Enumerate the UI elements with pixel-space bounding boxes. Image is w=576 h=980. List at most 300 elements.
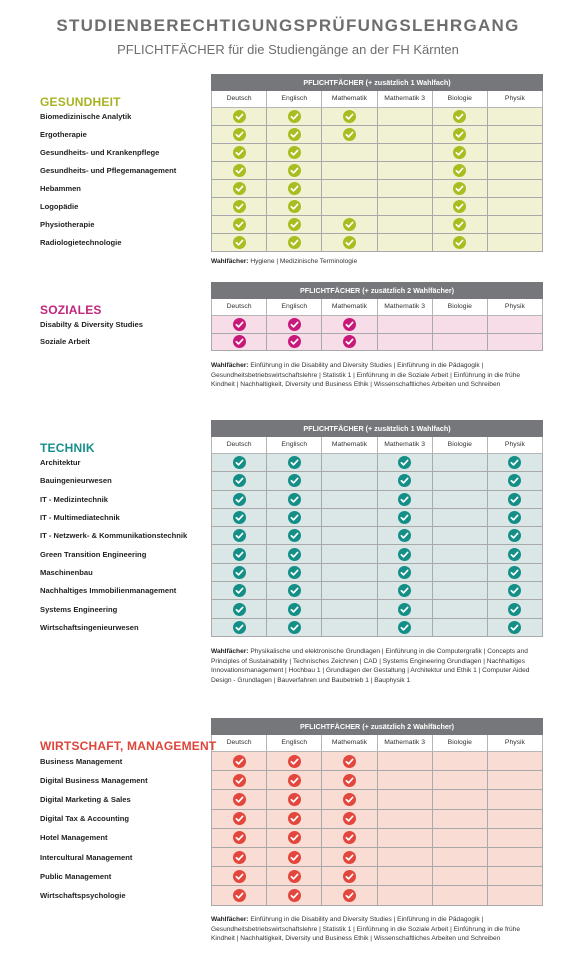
program-label: Digital Marketing & Sales [40,795,131,804]
program-label: Soziale Arbeit [40,337,90,347]
table-row [211,790,543,809]
grid-cell [322,848,377,867]
subject-biologie: Biologie [433,437,488,454]
table-row [211,829,543,848]
checkmark-icon [233,182,246,195]
checkmark-icon [288,218,301,231]
grid-cell [212,334,267,352]
checkmark-icon [453,218,466,231]
grid-cell [433,216,488,234]
grid-cell [267,180,322,198]
program-label: Disabilty & Diversity Studies [40,319,143,329]
grid-cell [433,752,488,771]
grid-cell [212,216,267,234]
grid-cell [267,848,322,867]
grid-cell [378,108,433,126]
table-row [211,600,543,618]
checkmark-icon [288,236,301,249]
grid-cell [322,162,377,180]
checkmark-icon [233,110,246,123]
program-label: Bauingenieurwesen [40,476,112,486]
grid-cell [378,454,433,472]
grid-cell [378,790,433,809]
checkmark-icon [288,200,301,213]
subject-mathematik-3: Mathematik 3 [378,299,433,316]
checkmark-icon [508,493,521,506]
grid-cell [212,771,267,790]
grid-cell [488,198,543,216]
grid-cell [488,234,543,252]
grid-cell [488,316,543,334]
program-label: Digital Tax & Accounting [40,814,130,824]
grid-cell [322,564,377,582]
grid-cell [267,600,322,618]
check-grid [211,108,543,252]
grid-cell [433,472,488,490]
program-label: Public Management [40,871,112,881]
checkmark-icon [233,236,246,249]
checkmark-icon [233,218,246,231]
checkmark-icon [288,318,301,331]
checkmark-icon [288,110,301,123]
table-row [211,126,543,144]
checkmark-icon [288,889,301,902]
grid-cell [212,126,267,144]
grid-cell [267,126,322,144]
checkmark-icon [398,566,411,579]
table-row [211,509,543,527]
grid-cell [488,790,543,809]
program-label: Radiologietechnologie [40,238,122,247]
checkmark-icon [288,511,301,524]
subject-mathematik-3: Mathematik 3 [378,735,433,752]
grid-cell [433,334,488,352]
grid-cell [267,829,322,848]
checkmark-icon [398,493,411,506]
grid-cell [267,316,322,334]
grid-cell [488,509,543,527]
table-row [211,545,543,563]
grid-cell [267,886,322,905]
grid-cell [212,867,267,886]
grid-cell [488,108,543,126]
program-label: Physiotherapie [40,220,95,229]
subject-mathematik-3: Mathematik 3 [378,91,433,108]
grid-cell [378,234,433,252]
checkmark-icon [343,812,356,825]
wahlfaecher-text: Hygiene | Medizinische Terminologie [250,258,358,265]
grid-cell [212,454,267,472]
grid-cell [433,867,488,886]
checkmark-icon [233,511,246,524]
page-subtitle: PFLICHTFÄCHER für die Studiengänge an der FH Kärnten [117,42,459,57]
grid-cell [212,545,267,563]
checkmark-icon [288,146,301,159]
checkmark-icon [508,474,521,487]
grid-cell [378,527,433,545]
grid-cell [378,810,433,829]
checkmark-icon [233,889,246,902]
checkmark-icon [233,128,246,141]
subject-biologie: Biologie [433,735,488,752]
program-label: Wirtschaftspsychologie [40,891,126,900]
grid-cell [488,582,543,600]
grid-cell [212,234,267,252]
checkmark-icon [288,603,301,616]
grid-cell [488,334,543,352]
checkmark-icon [233,456,246,469]
program-label: IT - Medizintechnik [40,494,108,504]
checkmark-icon [288,812,301,825]
grid-cell [322,234,377,252]
grid-cell [322,509,377,527]
grid-cell [322,582,377,600]
checkmark-icon [343,755,356,768]
checkmark-icon [398,511,411,524]
grid-cell [322,454,377,472]
wahlfaecher-text: Einführung in die Disability and Diversity Studies | Einführung in die Pädagogik | Gesundheitsbetriebswirtschaftslehre | Statistik 1 | Einführung in die Soziale Arbeit | Einführung in die frühe Kindheit | Nachhaltigkeit, Diversity und Business Ethik | Wissenschaftliches Arbeiten und Schreiben [211,362,520,389]
table-row [211,180,543,198]
grid-cell [488,619,543,637]
program-label: Business Management [40,756,123,766]
table-row [211,810,543,829]
grid-cell [267,454,322,472]
grid-cell [322,126,377,144]
grid-cell [433,600,488,618]
table-gesundheit [211,74,543,108]
grid-cell [322,216,377,234]
grid-cell [267,334,322,352]
table-wirtschaft [211,718,543,752]
category-title-technik: TECHNIK [40,441,95,455]
program-label: Maschinenbau [40,567,93,577]
checkmark-icon [233,851,246,864]
grid-cell [378,771,433,790]
wahlfaecher-label: Wahlfächer: [211,362,251,369]
check-grid [211,454,543,637]
subject-mathematik: Mathematik [322,299,377,316]
table-row [211,771,543,790]
grid-cell [433,144,488,162]
grid-cell [378,582,433,600]
grid-cell [378,564,433,582]
subject-physik: Physik [488,299,543,316]
table-row [211,234,543,252]
checkmark-icon [343,318,356,331]
table-row [211,216,543,234]
checkmark-icon [508,584,521,597]
grid-cell [267,216,322,234]
subject-mathematik: Mathematik [322,735,377,752]
checkmark-icon [288,335,301,348]
checkmark-icon [233,584,246,597]
checkmark-icon [288,474,301,487]
checkmark-icon [398,474,411,487]
program-label: Gesundheits- und Pflegemanagement [40,166,177,175]
grid-cell [488,472,543,490]
wahlfaecher-note [211,915,543,944]
subject-mathematik: Mathematik [322,91,377,108]
grid-cell [378,867,433,886]
table-row [211,491,543,509]
checkmark-icon [233,493,246,506]
checkmark-icon [508,548,521,561]
table-row [211,162,543,180]
grid-cell [378,180,433,198]
checkmark-icon [233,793,246,806]
checkmark-icon [343,831,356,844]
grid-cell [322,491,377,509]
checkmark-icon [508,529,521,542]
grid-cell [488,216,543,234]
checkmark-icon [508,603,521,616]
grid-cell [322,790,377,809]
wahlfaecher-note [211,647,543,685]
grid-cell [322,545,377,563]
grid-cell [212,829,267,848]
checkmark-icon [453,164,466,177]
grid-cell [488,144,543,162]
grid-cell [433,582,488,600]
subject-physik: Physik [488,437,543,454]
grid-cell [488,810,543,829]
grid-cell [267,564,322,582]
subject-deutsch: Deutsch [212,91,267,108]
checkmark-icon [343,793,356,806]
subject-biologie: Biologie [433,91,488,108]
grid-cell [488,527,543,545]
subject-englisch: Englisch [267,735,322,752]
subject-mathematik: Mathematik [322,437,377,454]
grid-cell [488,126,543,144]
program-label: Green Transition Engineering [40,549,147,559]
subject-header-row [211,437,543,454]
grid-cell [378,509,433,527]
grid-cell [378,752,433,771]
grid-cell [378,600,433,618]
program-label: Hebammen [40,184,81,193]
grid-cell [488,491,543,509]
table-row [211,886,543,905]
subject-biologie: Biologie [433,299,488,316]
checkmark-icon [343,218,356,231]
grid-cell [433,545,488,563]
page-header [0,16,576,57]
checkmark-icon [508,456,521,469]
grid-cell [488,180,543,198]
grid-cell [433,454,488,472]
grid-cell [488,771,543,790]
wahlfaecher-note [211,257,543,267]
table-row [211,619,543,637]
table-row [211,334,543,352]
subject-deutsch: Deutsch [212,299,267,316]
program-label: Logopädie [40,202,79,211]
grid-cell [267,198,322,216]
checkmark-icon [453,146,466,159]
checkmark-icon [288,584,301,597]
checkmark-icon [233,621,246,634]
program-label: Ergotherapie [40,130,87,139]
grid-cell [433,564,488,582]
program-label: Hotel Management [40,833,108,843]
grid-cell [267,545,322,563]
table-header: PFLICHTFÄCHER (+ zusätzlich 2 Wahlfächer) [211,282,543,299]
grid-cell [433,848,488,867]
grid-cell [212,619,267,637]
program-label: Biomedizinische Analytik [40,112,132,121]
grid-cell [322,600,377,618]
check-grid [211,316,543,351]
grid-cell [212,472,267,490]
checkmark-icon [453,182,466,195]
grid-cell [488,564,543,582]
grid-cell [433,527,488,545]
grid-cell [322,752,377,771]
grid-cell [378,198,433,216]
subject-physik: Physik [488,735,543,752]
grid-cell [378,316,433,334]
grid-cell [212,491,267,509]
category-title-wirtschaft: WIRTSCHAFT, MANAGEMENT [40,739,217,753]
checkmark-icon [343,889,356,902]
grid-cell [322,886,377,905]
grid-cell [433,234,488,252]
grid-cell [433,771,488,790]
grid-cell [267,752,322,771]
grid-cell [433,790,488,809]
grid-cell [488,829,543,848]
grid-cell [212,564,267,582]
grid-cell [212,144,267,162]
wahlfaecher-text: Einführung in die Disability and Diversity Studies | Einführung in die Pädagogik | Gesundheitsbetriebswirtschaftslehre | Statistik 1 | Einführung in die Soziale Arbeit | Einführung in die frühe Kindheit | Nachhaltigkeit, Diversity und Business Ethik | Wissenschaftliches Arbeiten und Schreiben [211,916,520,943]
grid-cell [322,472,377,490]
subject-englisch: Englisch [267,91,322,108]
grid-cell [267,527,322,545]
grid-cell [267,144,322,162]
grid-cell [212,582,267,600]
wahlfaecher-label: Wahlfächer: [211,916,251,923]
program-label: Nachhaltiges Immobilienmanagement [40,586,177,596]
checkmark-icon [288,548,301,561]
program-label: Wirtschaftsingenieurwesen [40,622,139,632]
grid-cell [433,162,488,180]
grid-cell [267,491,322,509]
grid-cell [267,582,322,600]
checkmark-icon [233,146,246,159]
checkmark-icon [398,621,411,634]
grid-cell [433,108,488,126]
program-label: Architektur [40,458,81,468]
grid-cell [378,886,433,905]
grid-cell [322,316,377,334]
checkmark-icon [398,529,411,542]
checkmark-icon [233,812,246,825]
checkmark-icon [233,318,246,331]
checkmark-icon [398,584,411,597]
checkmark-icon [233,529,246,542]
grid-cell [378,334,433,352]
grid-cell [267,771,322,790]
grid-cell [378,144,433,162]
wahlfaecher-label: Wahlfächer: [211,258,251,265]
table-row [211,144,543,162]
wahlfaecher-label: Wahlfächer: [211,648,251,655]
grid-cell [322,771,377,790]
grid-cell [212,600,267,618]
grid-cell [378,848,433,867]
table-row [211,472,543,490]
subject-englisch: Englisch [267,437,322,454]
grid-cell [433,180,488,198]
grid-cell [433,126,488,144]
category-title-soziales: SOZIALES [40,303,102,317]
checkmark-icon [453,200,466,213]
grid-cell [212,790,267,809]
grid-cell [267,162,322,180]
grid-cell [322,198,377,216]
checkmark-icon [508,621,521,634]
grid-cell [267,108,322,126]
table-header: PFLICHTFÄCHER (+ zusätzlich 1 Wahlfach) [211,420,543,437]
checkmark-icon [233,755,246,768]
grid-cell [433,829,488,848]
table-technik [211,420,543,454]
grid-cell [433,316,488,334]
checkmark-icon [398,548,411,561]
table-row [211,752,543,771]
grid-cell [267,472,322,490]
grid-cell [267,234,322,252]
program-label: Digital Business Management [40,775,148,785]
grid-cell [322,180,377,198]
grid-cell [433,491,488,509]
checkmark-icon [288,831,301,844]
subject-mathematik-3: Mathematik 3 [378,437,433,454]
grid-cell [322,144,377,162]
checkmark-icon [233,831,246,844]
grid-cell [378,126,433,144]
checkmark-icon [288,493,301,506]
grid-cell [488,545,543,563]
grid-cell [212,848,267,867]
subject-header-row [211,735,543,752]
subject-deutsch: Deutsch [212,735,267,752]
checkmark-icon [343,128,356,141]
grid-cell [322,108,377,126]
grid-cell [212,180,267,198]
table-row [211,108,543,126]
checkmark-icon [233,603,246,616]
grid-cell [212,509,267,527]
grid-cell [433,619,488,637]
checkmark-icon [288,456,301,469]
grid-cell [378,619,433,637]
table-row [211,527,543,545]
grid-cell [322,829,377,848]
grid-cell [433,198,488,216]
check-grid [211,752,543,906]
program-label: Systems Engineering [40,604,118,614]
grid-cell [322,867,377,886]
checkmark-icon [288,128,301,141]
grid-cell [488,752,543,771]
grid-cell [378,829,433,848]
checkmark-icon [288,870,301,883]
grid-cell [267,810,322,829]
grid-cell [488,848,543,867]
grid-cell [488,454,543,472]
